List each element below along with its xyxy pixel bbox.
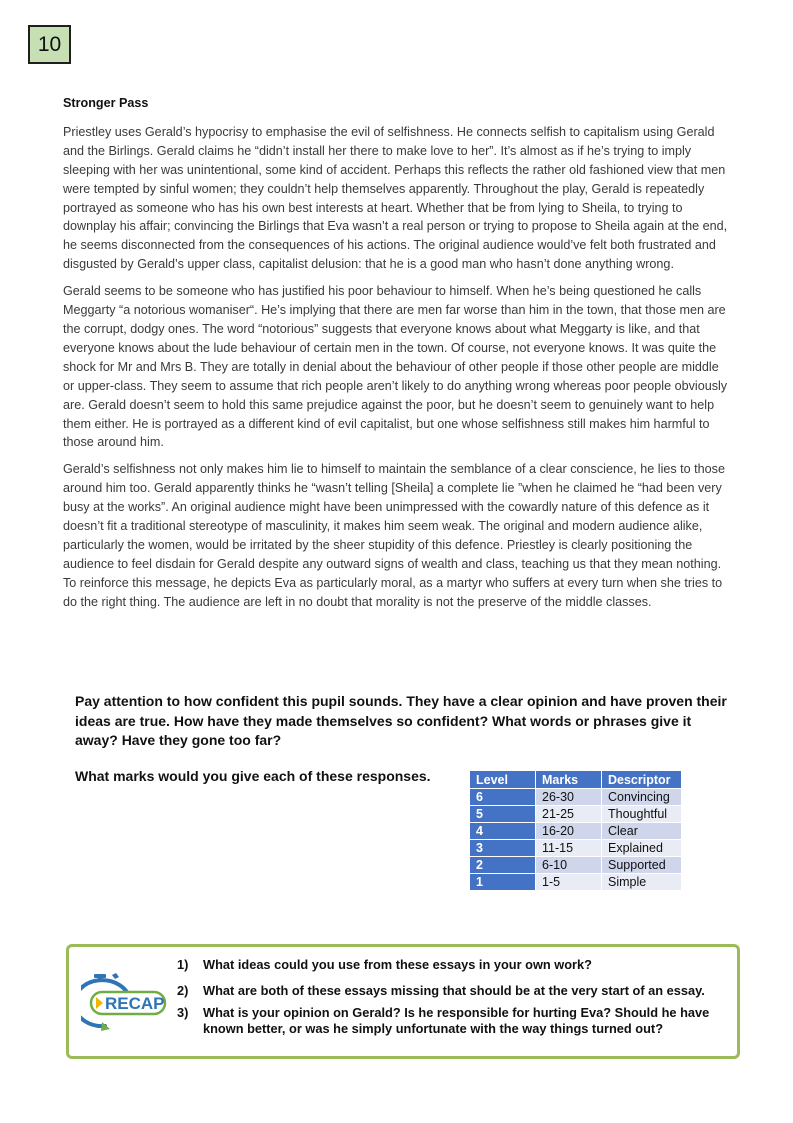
recap-stopwatch-icon bbox=[81, 973, 169, 1031]
table-cell-marks: 21-25 bbox=[536, 806, 602, 823]
table-cell-level: 3 bbox=[470, 840, 536, 857]
table-cell-level: 1 bbox=[470, 874, 536, 891]
recap-logo-text: RECAP bbox=[105, 994, 165, 1013]
marks-table bbox=[469, 770, 682, 891]
table-cell-marks: 26-30 bbox=[536, 789, 602, 806]
list-item bbox=[177, 1005, 717, 1037]
table-cell-level: 6 bbox=[470, 789, 536, 806]
marks-question: What marks would you give each of these responses. bbox=[75, 768, 431, 784]
table-row bbox=[470, 806, 682, 823]
table-row bbox=[470, 823, 682, 840]
table-cell-marks: 16-20 bbox=[536, 823, 602, 840]
essay-paragraph: Priestley uses Gerald’s hypocrisy to emphasise the evil of selfishness. He connects selfish to capitalism using Gerald and the Birlings. Gerald claims he “didn’t install her there to make love to her”. It’s almost as if he’s trying to imply sleeping with her was unintentional, some kind of accident. Perhaps this reflects the rather old fashioned view that men were tempted by sinful women; they couldn’t help themselves apparently. Throughout the play, Gerald is repeatedly portrayed as someone who has his own best interests at heart. Whether that be from lying to Sheila, to trying to downplay his affair; convincing the Birlings that Eva wasn’t a real person or trying to propose to Sheila again at the end, he seems disconnected from the consequences of his actions. The original audience would’ve felt both frustrated and disgusted by Gerald’s upper class, capitalist delusion: that he is a good man who hasn’t done anything wrong. bbox=[63, 124, 728, 272]
question-number: 1) bbox=[177, 957, 189, 972]
question-number: 2) bbox=[177, 983, 189, 998]
list-item bbox=[177, 983, 717, 999]
table-cell-marks: 6-10 bbox=[536, 857, 602, 874]
question-text: What is your opinion on Gerald? Is he responsible for hurting Eva? Should he have known better, or was he simply unfortunate with the way things turned out? bbox=[203, 1005, 710, 1036]
table-cell-descriptor: Explained bbox=[602, 840, 682, 857]
table-cell-descriptor: Convincing bbox=[602, 789, 682, 806]
recap-questions bbox=[177, 957, 717, 1037]
question-text: What are both of these essays missing that should be at the very start of an essay. bbox=[203, 983, 705, 998]
table-row bbox=[470, 840, 682, 857]
table-cell-level: 5 bbox=[470, 806, 536, 823]
table-header-row bbox=[470, 771, 682, 789]
essay bbox=[63, 94, 733, 620]
table-header-descriptor: Descriptor bbox=[602, 771, 682, 789]
table-cell-descriptor: Supported bbox=[602, 857, 682, 874]
table-cell-descriptor: Clear bbox=[602, 823, 682, 840]
table-row bbox=[470, 789, 682, 806]
table-row bbox=[470, 857, 682, 874]
essay-heading: Stronger Pass bbox=[63, 96, 149, 110]
table-cell-descriptor: Simple bbox=[602, 874, 682, 891]
essay-paragraph: Gerald’s selfishness not only makes him lie to himself to maintain the semblance of a clear conscience, he lies to those around him too. Gerald apparently thinks he “wasn’t telling [Sheila] a complete lie ”when he claimed he “had been very busy at the works”. An original audience might have been unimpressed with the cowardly nature of this defence as it doesn’t fit a traditional stereotype of masculinity, it makes him seem weak. The original and modern audience alike, particularly the women, would be irritated by the sheer stupidity of this defence. Priestley is clearly positioning the audience to feel disdain for Gerald despite any outward signs of wealth and class, teaching us that they mean nothing. To reinforce this message, he depicts Eva as particularly moral, as a martyr who suffers at every turn when she tries to do the right thing. The audience are left in no doubt that morality is not the preserve of the middle classes. bbox=[63, 462, 725, 609]
reflection-prompt: Pay attention to how confident this pupil sounds. They have a clear opinion and have proven their ideas are true. How have they made themselves so confident? What words or phrases give it away? Have they gone too far? bbox=[75, 693, 727, 748]
table-header-marks: Marks bbox=[536, 771, 602, 789]
table-cell-marks: 1-5 bbox=[536, 874, 602, 891]
page-number: 10 bbox=[28, 25, 71, 64]
table-cell-level: 2 bbox=[470, 857, 536, 874]
table-row bbox=[470, 874, 682, 891]
essay-paragraph: Gerald seems to be someone who has justified his poor behaviour to himself. When he’s being questioned he calls Meggarty “a notorious womaniser“. He’s implying that there are men far worse than him in the town, that those men are the corrupt, dodgy ones. The word “notorious” suggests that everyone knows about what Meggarty is like, and that everyone knows about the lude behaviour of certain men in the town. Of course, not everyone knows. It was quite the shock for Mr and Mrs B. They are totally in denial about the behaviour of other people if those other people are middle or upper-class. They seem to assume that rich people aren’t likely to do anything wrong whereas poor people obviously are. Gerald doesn’t seem to hold this same prejudice against the poor, but he doesn’t seem to genuinely want to help them either. He is portrayed as a different kind of evil capitalist, but one whose selfishness still makes him harmful to those around him. bbox=[63, 284, 728, 450]
table-cell-level: 4 bbox=[470, 823, 536, 840]
table-cell-descriptor: Thoughtful bbox=[602, 806, 682, 823]
question-text: What ideas could you use from these essays in your own work? bbox=[203, 957, 592, 972]
table-header-level: Level bbox=[470, 771, 536, 789]
question-number: 3) bbox=[177, 1005, 189, 1020]
recap-box bbox=[66, 944, 740, 1059]
table-cell-marks: 11-15 bbox=[536, 840, 602, 857]
list-item bbox=[177, 957, 717, 973]
